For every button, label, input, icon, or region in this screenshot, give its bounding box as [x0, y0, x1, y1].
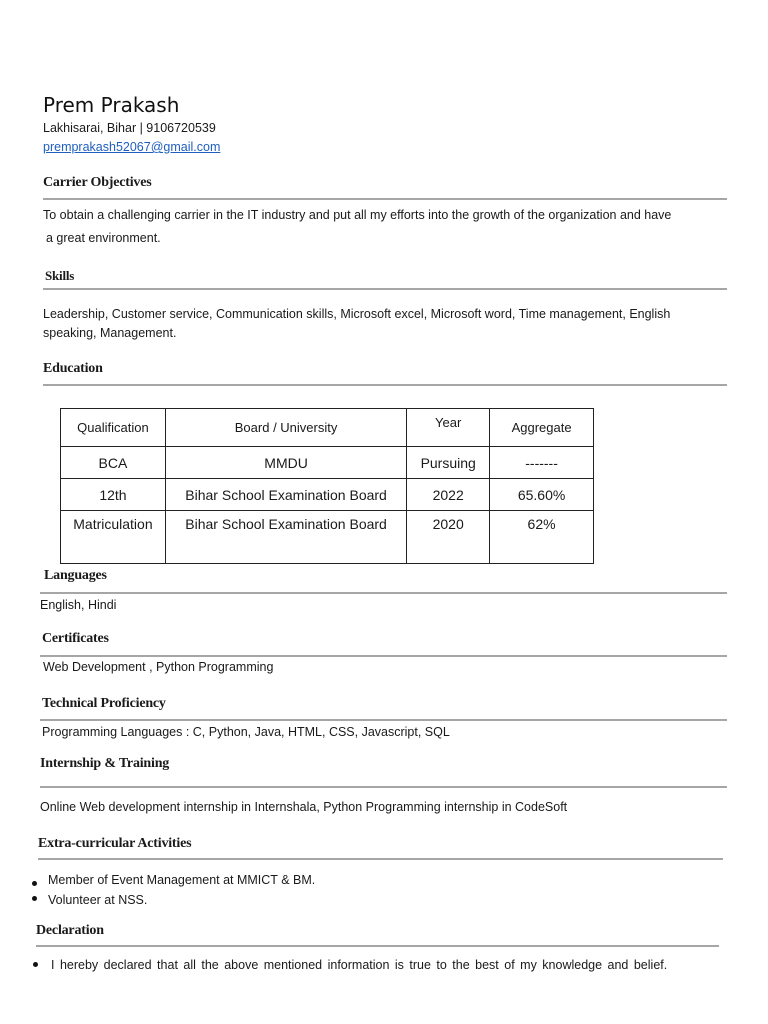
section-divider — [40, 592, 727, 594]
table-cell: 2020 — [407, 511, 490, 564]
languages-heading: Languages — [44, 568, 107, 583]
section-divider — [40, 719, 727, 721]
skills-heading: Skills — [45, 268, 75, 283]
section-divider — [43, 384, 727, 386]
contact-line: Lakhisarai, Bihar | 9106720539 — [43, 121, 216, 135]
table-header-row — [61, 409, 594, 447]
extracurricular-heading: Extra-curricular Activities — [38, 836, 192, 851]
table-row — [61, 447, 594, 479]
certificates-text: Web Development , Python Programming — [43, 660, 274, 674]
email-link[interactable]: premprakash52067@gmail.com — [43, 140, 221, 154]
objectives-line-1: To obtain a challenging carrier in the IT industry and put all my efforts into the growth of the organization and have — [43, 208, 672, 222]
table-cell: Bihar School Examination Board — [165, 479, 406, 511]
table-header-cell: Qualification — [61, 409, 166, 447]
section-divider — [43, 288, 727, 290]
list-item: Volunteer at NSS. — [48, 893, 148, 907]
table-cell: Bihar School Examination Board — [165, 511, 406, 564]
technical-text: Programming Languages : C, Python, Java, HTML, CSS, Javascript, SQL — [42, 725, 450, 739]
table-cell: Matriculation — [61, 511, 166, 564]
section-divider — [38, 858, 723, 860]
languages-text: English, Hindi — [40, 598, 117, 612]
table-cell: 2022 — [407, 479, 490, 511]
table-cell: 12th — [61, 479, 166, 511]
table-cell: ------- — [490, 447, 594, 479]
table-row — [61, 511, 594, 564]
table-cell: Pursuing — [407, 447, 490, 479]
skills-line-2: speaking, Management. — [43, 326, 177, 340]
internship-text: Online Web development internship in Internshala, Python Programming internship in CodeSoft — [40, 800, 568, 814]
technical-heading: Technical Proficiency — [42, 696, 166, 711]
declaration-heading: Declaration — [36, 923, 104, 938]
list-item: Member of Event Management at MMICT & BM. — [48, 873, 316, 887]
section-divider — [36, 945, 719, 947]
certificates-heading: Certificates — [42, 631, 109, 646]
bullet-icon — [33, 962, 38, 967]
section-divider — [40, 655, 727, 657]
candidate-name: Prem Prakash — [43, 93, 180, 117]
table-header-cell: Aggregate — [490, 409, 594, 447]
bullet-icon — [32, 881, 37, 886]
education-table — [60, 408, 594, 564]
bullet-icon — [32, 896, 37, 901]
objectives-line-2: a great environment. — [46, 231, 161, 245]
table-header-cell: Board / University — [165, 409, 406, 447]
education-heading: Education — [43, 361, 103, 376]
declaration-text: I hereby declared that all the above mentioned information is true to the best of my knowledge and belief. — [51, 958, 668, 972]
table-header-cell: Year — [407, 409, 490, 447]
table-cell: 62% — [490, 511, 594, 564]
section-divider — [43, 198, 727, 200]
table-row — [61, 479, 594, 511]
objectives-heading: Carrier Objectives — [43, 175, 152, 190]
table-cell: BCA — [61, 447, 166, 479]
table-cell: 65.60% — [490, 479, 594, 511]
table-cell: MMDU — [165, 447, 406, 479]
section-divider — [40, 786, 727, 788]
internship-heading: Internship & Training — [40, 756, 170, 771]
skills-line-1: Leadership, Customer service, Communication skills, Microsoft excel, Microsoft word, Time management, English — [43, 307, 671, 321]
